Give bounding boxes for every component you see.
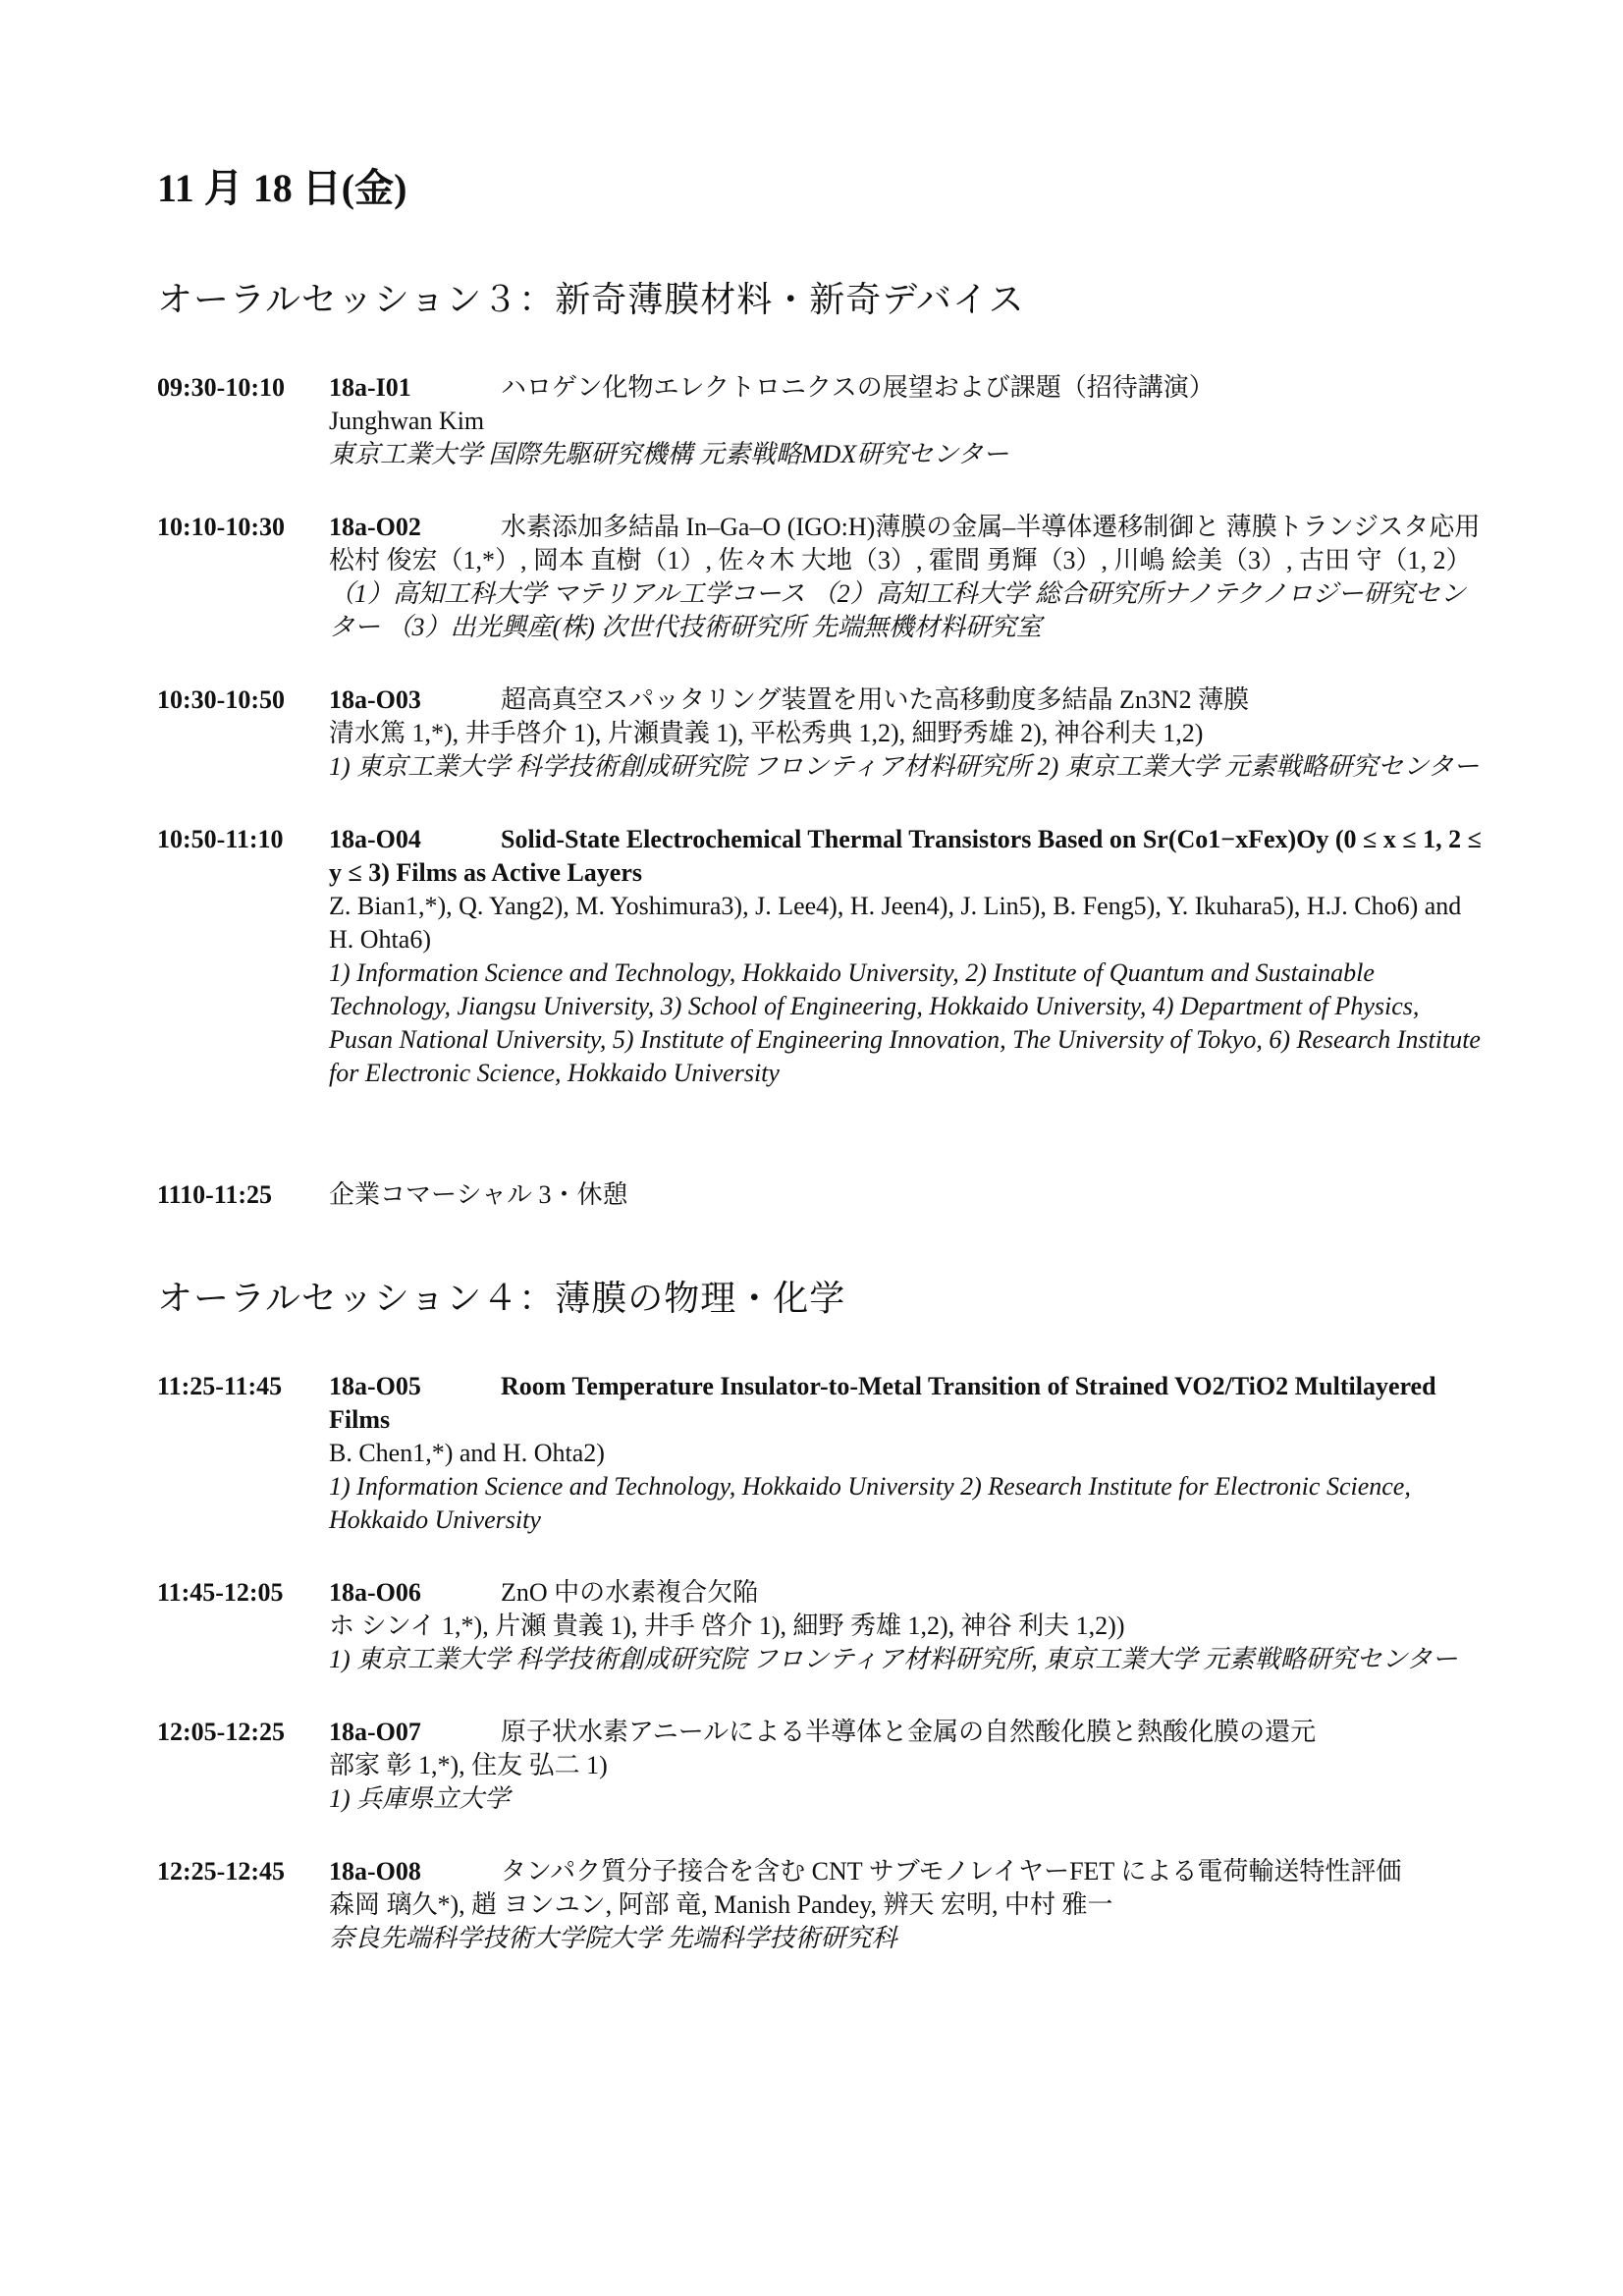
- talk-affiliation: 奈良先端科学技術大学院大学 先端科学技術研究科: [329, 1924, 897, 1952]
- break-row: [157, 1178, 1483, 1212]
- talk-title: Solid-State Electrochemical Thermal Transistors Based on Sr(Co1−xFex)Oy (0 ≤ x ≤ 1, 2 ≤ y ≤ 3) Films as Active Layers: [329, 825, 1482, 887]
- talk-18a-O07: [157, 1716, 1483, 1816]
- talk-id: 18a-O04: [329, 825, 421, 853]
- talk-affiliation: 1) 兵庫県立大学: [329, 1784, 511, 1813]
- talk-authors: 部家 彰 1,*), 住友 弘二 1): [329, 1751, 608, 1779]
- talk-authors: 森岡 璃久*), 趙 ヨンユン, 阿部 竜, Manish Pandey, 辨天 宏明, 中村 雅一: [329, 1890, 1113, 1919]
- talk-authors: ホ シンイ 1,*), 片瀬 貴義 1), 井手 啓介 1), 細野 秀雄 1,2), 神谷 利夫 1,2)): [329, 1612, 1125, 1640]
- talk-affiliation: （1）高知工科大学 マテリアル工学コース （2）高知工科大学 総合研究所ナノテクノロジー研究センター （3）出光興産(株) 次世代技術研究所 先端無機材料研究室: [329, 579, 1466, 641]
- break-text: 企業コマーシャル 3・休憩: [329, 1180, 628, 1209]
- talk-authors: Junghwan Kim: [329, 407, 485, 435]
- talk-id: 18a-O06: [329, 1578, 421, 1607]
- talk-title: 原子状水素アニールによる半導体と金属の自然酸化膜と熱酸化膜の還元: [501, 1718, 1317, 1746]
- talk-id: 18a-O02: [329, 513, 421, 541]
- talk-time: 10:30-10:50: [157, 685, 285, 714]
- talk-affiliation: 東京工業大学 国際先駆研究機構 元素戦略MDX研究センター: [329, 440, 1009, 468]
- talk-18a-O03: [157, 683, 1483, 784]
- talk-18a-O08: [157, 1855, 1483, 1955]
- page-date: 11 月 18 日(金): [157, 166, 407, 210]
- talk-title: 超高真空スパッタリング装置を用いた高移動度多結晶 Zn3N2 薄膜: [501, 685, 1250, 714]
- talk-time: 10:50-11:10: [157, 825, 284, 853]
- talk-time: 11:25-11:45: [157, 1372, 283, 1400]
- session-title-3: オーラルセッション３：新奇薄膜材料・新奇デバイス: [157, 280, 1025, 319]
- talk-id: 18a-O08: [329, 1857, 421, 1886]
- talk-affiliation: 1) Information Science and Technology, Hokkaido University 2) Research Institute for Electronic Science, Hokkaido University: [329, 1472, 1411, 1534]
- talk-affiliation: 1) Information Science and Technology, Hokkaido University, 2) Institute of Quantum and Sustainable Technology, Jiangsu University, 3) School of Engineering, Hokkaido University, 4) Department of Physics, Pusan National University, 5) Institute of Engineering Innovation, The University of Tokyo, 6) Research Institute for Electronic Science, Hokkaido University: [329, 958, 1481, 1087]
- talk-id: 18a-I01: [329, 373, 411, 402]
- talk-title: タンパク質分子接合を含む CNT サブモノレイヤーFET による電荷輸送特性評価: [501, 1857, 1402, 1886]
- program-page: [157, 157, 1483, 1995]
- talk-time: 12:05-12:25: [157, 1718, 285, 1746]
- talk-18a-O02: [157, 511, 1483, 644]
- talk-time: 12:25-12:45: [157, 1857, 285, 1886]
- talk-18a-I01: [157, 371, 1483, 471]
- talk-title: ZnO 中の水素複合欠陥: [501, 1578, 759, 1607]
- talk-title: 水素添加多結晶 In–Ga–O (IGO:H)薄膜の金属–半導体遷移制御と 薄膜トランジスタ応用: [501, 513, 1481, 541]
- talk-title: ハロゲン化物エレクトロニクスの展望および課題（招待講演）: [501, 373, 1215, 402]
- talk-18a-O04: [157, 823, 1483, 1090]
- talk-id: 18a-O07: [329, 1718, 421, 1746]
- talk-title: Room Temperature Insulator-to-Metal Transition of Strained VO2/TiO2 Multilayered Films: [329, 1372, 1436, 1434]
- talk-affiliation: 1) 東京工業大学 科学技術創成研究院 フロンティア材料研究所 2) 東京工業大学 元素戦略研究センター: [329, 752, 1480, 781]
- talk-affiliation: 1) 東京工業大学 科学技術創成研究院 フロンティア材料研究所, 東京工業大学 元素戦略研究センター: [329, 1645, 1458, 1673]
- talk-time: 11:45-12:05: [157, 1578, 284, 1607]
- talk-authors: 松村 俊宏（1,*）, 岡本 直樹（1）, 佐々木 大地（3）, 霍間 勇輝（3）, 川嶋 絵美（3）, 古田 守（1, 2）: [329, 546, 1472, 574]
- break-time: 1110-11:25: [157, 1180, 273, 1209]
- talk-id: 18a-O03: [329, 685, 421, 714]
- session-title-4: オーラルセッション４：薄膜の物理・化学: [157, 1279, 846, 1318]
- talk-authors: Z. Bian1,*), Q. Yang2), M. Yoshimura3), J. Lee4), H. Jeen4), J. Lin5), B. Feng5), Y. Ikuhara5), H.J. Cho6) and H. Ohta6): [329, 892, 1462, 954]
- talk-time: 10:10-10:30: [157, 513, 285, 541]
- talk-authors: B. Chen1,*) and H. Ohta2): [329, 1439, 605, 1467]
- talk-authors: 清水篤 1,*), 井手啓介 1), 片瀬貴義 1), 平松秀典 1,2), 細野秀雄 2), 神谷利夫 1,2): [329, 719, 1204, 747]
- talk-18a-O06: [157, 1576, 1483, 1676]
- talk-18a-O05: [157, 1370, 1483, 1537]
- talk-time: 09:30-10:10: [157, 373, 285, 402]
- talk-id: 18a-O05: [329, 1372, 421, 1400]
